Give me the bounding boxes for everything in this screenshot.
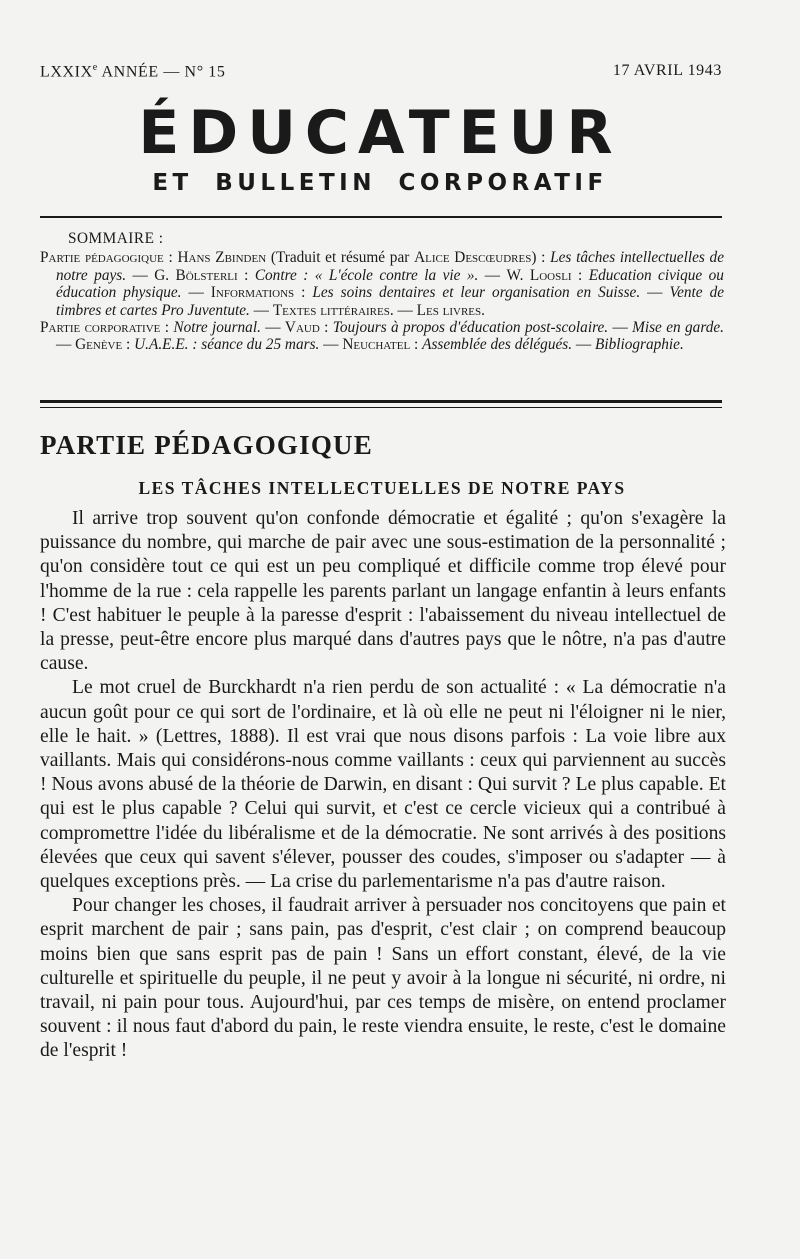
header-rule — [40, 216, 722, 218]
paragraph: Pour changer les choses, il faudrait arriver à persuader nos concitoyens que pain et esprit marchent de pair ; sans pain, pas d'esprit, c'est clair ; on comprend beaucoup moins bien que sans esprit pas de pain ! Sans un effort constant, élevé, de la vie culturelle et spirituelle du peuple, il ne peut y avoir à la longue ni sécurité, ni ordre, ni travail, ni pain pour tous. Aujourd'hui, par ces temps de misère, on entend proclamer souvent : il nous faut d'abord du pain, le reste viendra ensuite, le reste, c'est le domaine de l'esprit ! — [40, 895, 726, 1062]
section-title: PARTIE PÉDAGOGIQUE — [40, 430, 373, 460]
toc-entry-corporative: Partie corporative : Notre journal. — Vaud : Toujours à propos d'éducation post-scolaire. — Mise en garde. — Genève : U.A.E.E. : séance du 25 mars. — Neuchatel : Assemblée des délégués. — Bibliographie. — [40, 319, 724, 354]
table-of-contents — [40, 230, 724, 354]
paragraph: Il arrive trop souvent qu'on confonde démocratie et égalité ; qu'on s'exagère la puissance du nombre, qui marche de pair avec une sous-estimation de la personnalité ; qu'on considère tout ce qui est un peu compliqué et difficile comme trop élevé pour l'homme de la rue : cela rappelle les parents parlant un langage enfantin à leurs enfants ! C'est habituer le peuple à la paresse d'esprit : l'abaissement du niveau intellectuel de la presse, peut-être encore plus marqué dans d'autres pays que le nôtre, n'a pas d'autre cause. — [40, 508, 726, 675]
article-body — [40, 507, 726, 1064]
journal-subtitle: ET BULLETIN CORPORATIF — [152, 170, 608, 196]
issue-line — [40, 62, 722, 81]
issue-number: LXXIXe ANNÉE — N° 15 — [40, 62, 226, 81]
toc-heading: SOMMAIRE : — [68, 230, 164, 247]
toc-double-rule — [40, 400, 722, 408]
article-title: LES TÂCHES INTELLECTUELLES DE NOTRE PAYS — [138, 478, 626, 498]
journal-title: ÉDUCATEUR — [138, 98, 622, 168]
issue-date: 17 AVRIL 1943 — [612, 62, 722, 79]
toc-entry-pedagogique: Partie pédagogique : Hans Zbinden (Traduit et résumé par Alice Descœudres) : Les tâches intellectuelles de notre pays. — G. Bölsterli : Contre : « L'école contre la vie ». — W. Loosli : Education civique ou éducation physique. — Informations : Les soins dentaires et leur organisation en Suisse. — Vente de timbres et cartes Pro Juventute. — Textes littéraires. — Les livres. — [40, 249, 725, 319]
paragraph: Le mot cruel de Burckhardt n'a rien perdu de son actualité : « La démocratie n'a aucun goût pour ce qui sort de l'ordinaire, et là où elle ne peut ni l'éloigner ni le nier, elle le hait. » (Lettres, 1888). Il est vrai que nous disons parfois : La voie libre aux vaillants. Mais qui considérons-nous comme vaillants : ceux qui parviennent au succès ! Nous avons abusé de la théorie de Darwin, en disant : Qui survit ? Le plus capable. Et qui est le plus capable ? Celui qui survit, et c'est ce cercle vicieux qui a contribué à compromettre l'idée du libéralisme et de la démocratie. Ne sont arrivés à des positions élevées que ceux qui savent s'élever, pousser des coudes, s'imposer ou s'adapter — à quelques exceptions près. — La crise du parlementarisme n'a pas d'autre raison. — [40, 677, 726, 893]
